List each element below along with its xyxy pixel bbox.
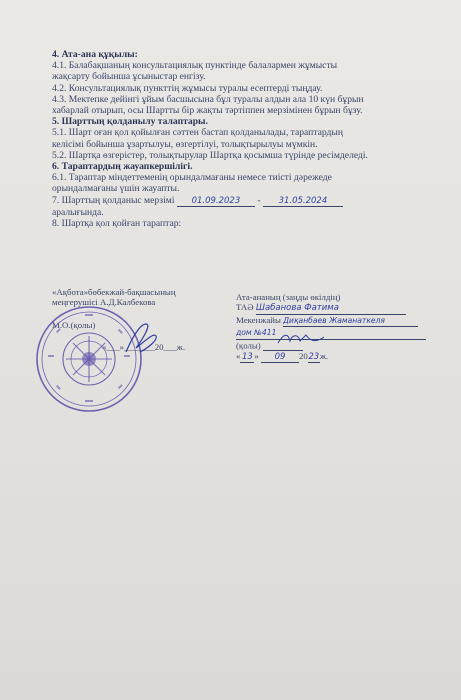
clause-4-3-line1: 4.3. Мектепке дейінгі ұйым басшысына бұл туралы алдын ала 10 күн бұрын	[52, 93, 364, 105]
kindergarten-sign-date: «___»_______20___ж.	[102, 342, 186, 353]
section-4-heading: 4. Ата-ана құқылы:	[52, 49, 138, 60]
parent-date-suffix: ж.	[319, 350, 329, 361]
clause-6-1-line1: 6.1. Тараптар міндеттеменің орындалмағаны немесе тиісті дәрежеде	[52, 172, 332, 184]
parent-sign-date: « 13 » 09 2023ж.	[236, 350, 329, 362]
contract-text	[52, 49, 457, 229]
parent-date-day: 13	[241, 351, 253, 362]
clause-4-2: 4.2. Консультациялық пункттің жұмысы туралы есептерді тыңдау.	[52, 82, 323, 94]
clause-7-suffix: аралығында.	[52, 206, 104, 218]
parent-signature-scribble	[276, 331, 326, 347]
section-6-heading: 6. Тараптардың жауапкершілігі.	[52, 161, 193, 173]
validity-dash: -	[257, 194, 261, 206]
parent-date-year-prefix: 20	[299, 350, 308, 361]
parent-address-value2: дом №411	[236, 328, 426, 339]
clause-7-label: 7. Шарттың қолданыс мерзімі	[52, 194, 175, 206]
parent-signature-line	[236, 340, 436, 351]
parent-address-line	[236, 315, 436, 327]
clause-7	[52, 195, 457, 207]
clause-4-1-line2: жақсарту бойынша ұсыныстар енгізу.	[52, 71, 206, 83]
parent-address-label: Мекенжайы	[236, 314, 281, 325]
clause-5-1-line2: келісімі бойынша ұзартылуы, өзгертілуі, толықтырылуы мүмкін.	[52, 138, 318, 150]
head-signature-scribble	[122, 318, 162, 358]
parent-address-value1: Диқанбаев Жаманаткеля	[283, 316, 418, 327]
parent-date-month: 09	[261, 352, 299, 363]
parent-address-line2	[236, 327, 436, 339]
seal-signature-label: М.О.(қолы)	[52, 319, 96, 330]
head-name: меңгерушісі А.Д.Калбекова	[52, 297, 156, 308]
section-5-heading: 5. Шарттың қолданылу талаптары.	[52, 116, 208, 128]
parent-name-value: Шабанова Фатима	[256, 303, 406, 314]
clause-6-1-line2: орындалмағаны үшін жауапты.	[52, 183, 180, 195]
kindergarten-name: «Ақбота»бөбекжай-бақшасының	[52, 287, 176, 297]
parent-date-year: 23	[308, 351, 320, 362]
clause-5-1-line1: 5.1. Шарт оған қол қойылған сәттен бастап қолданылады, тараптардың	[52, 127, 343, 139]
clause-4-1-line1: 4.1. Балабақшаның консультациялық пунктінде балалармен жұмысты	[52, 60, 338, 72]
parent-name-line	[236, 302, 436, 314]
clause-4-3-line2: хабарлай отырып, осы Шартты бір жақты тәртіппен мерзімінен бұрын бұзу.	[52, 105, 363, 117]
parent-signature-label: (қолы)	[236, 340, 261, 351]
parent-title: Ата-ананың (заңды өкілдің)	[236, 292, 341, 302]
parent-signatory	[236, 292, 436, 363]
clause-5-2: 5.2. Шартқа өзгерістер, толықтырулар Шартқа қосымша түрінде ресімделеді.	[52, 149, 368, 161]
validity-end-date: 31.05.2024	[263, 196, 343, 207]
clause-8: 8. Шартқа қол қойған тараптар:	[52, 217, 182, 229]
parent-name-label: ТАӘ	[236, 302, 254, 313]
validity-start-date: 01.09.2023	[177, 196, 255, 207]
